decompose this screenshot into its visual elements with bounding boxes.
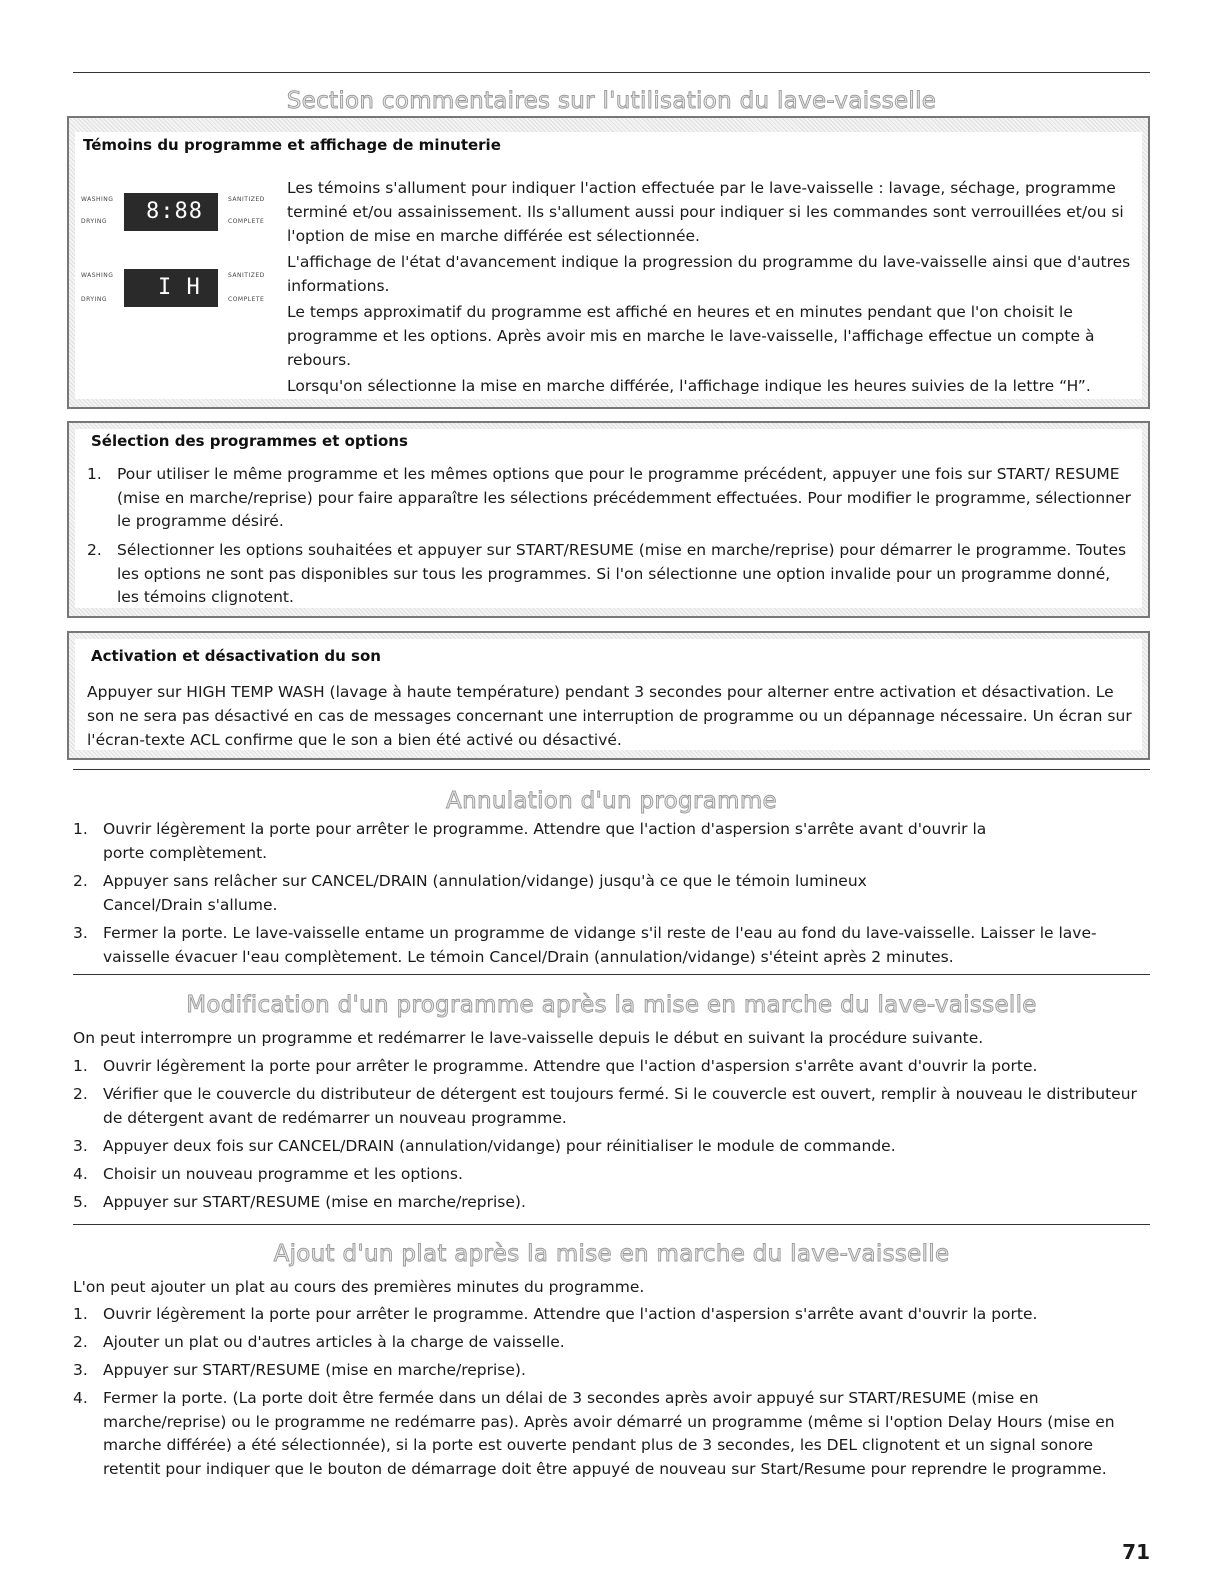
item-number: 5. xyxy=(73,1193,88,1211)
indicators-paragraph-1: Les témoins s'allument pour indiquer l'action effectuée par le lave-vaisselle : lavage, séchage, programme terminé et/ou assainissement. Ils s'allument aussi pour indiquer si les commandes sont verrouillées et/ou si l'option de mise en marche différée est sélectionnée. xyxy=(287,179,1124,245)
drying-label: DRYING xyxy=(81,296,107,303)
timer-display-1 xyxy=(81,188,271,238)
list-item xyxy=(73,870,1133,918)
item-text: Vérifier que le couvercle du distributeur de détergent est toujours fermé. Si le couvercle est ouvert, remplir à nouveau le distributeur de détergent avant de redémarrer un nouveau programme. xyxy=(103,1085,1137,1127)
sanitized-label: SANITIZED xyxy=(228,272,265,279)
list-item xyxy=(73,1083,1143,1131)
section-rule xyxy=(73,1224,1150,1225)
item-number: 2. xyxy=(73,1085,88,1103)
item-number: 3. xyxy=(73,1361,88,1379)
item-text: Appuyer sur START/RESUME (mise en marche/reprise). xyxy=(103,1193,526,1211)
section-title-add-dish: Ajout d'un plat après la mise en marche du lave-vaisselle xyxy=(273,1241,950,1267)
list-item xyxy=(73,1387,1151,1487)
item-text: Sélectionner les options souhaitées et appuyer sur START/RESUME (mise en marche/reprise) pour démarrer le programme. Toutes les options ne sont pas disponibles sur tous les programmes. Si l'on sélectionne une option invalide pour un programme donné, les témoins clignotent. xyxy=(117,541,1127,606)
section-rule xyxy=(73,769,1150,770)
section-title-cancel: Annulation d'un programme xyxy=(446,788,777,814)
timer-display-2 xyxy=(81,264,271,314)
top-rule xyxy=(73,72,1150,73)
item-text: Ouvrir légèrement la porte pour arrêter le programme. Attendre que l'action d'aspersion s'arrête avant d'ouvrir la porte complètement. xyxy=(103,820,987,862)
indicators-heading: Témoins du programme et affichage de minuterie xyxy=(83,136,501,154)
list-item xyxy=(73,1303,1143,1327)
item-number: 2. xyxy=(87,541,102,559)
display-readout: 8:88 xyxy=(146,199,203,224)
item-number: 3. xyxy=(73,1137,88,1155)
washing-label: WASHING xyxy=(81,272,114,279)
complete-label: COMPLETE xyxy=(228,218,265,225)
display-readout: I H xyxy=(158,275,201,300)
modify-intro: On peut interrompre un programme et redémarrer le lave-vaisselle depuis le début en suivant la procédure suivante. xyxy=(73,1029,984,1047)
item-number: 1. xyxy=(87,465,102,483)
page-number: 71 xyxy=(1122,1540,1150,1564)
item-text: Ouvrir légèrement la porte pour arrêter le programme. Attendre que l'action d'aspersion s'arrête avant d'ouvrir la porte. xyxy=(103,1305,1038,1323)
item-number: 4. xyxy=(73,1165,88,1183)
indicators-paragraph-2: L'affichage de l'état d'avancement indique la progression du programme du lave-vaisselle ainsi que d'autres informations. xyxy=(287,253,1131,295)
display-screen xyxy=(124,269,218,307)
item-text: Fermer la porte. Le lave-vaisselle entame un programme de vidange s'il reste de l'eau au fond du lave-vaisselle. Laisser le lave-vaisselle évacuer l'eau complètement. Le témoin Cancel/Drain (annulation/vidange) s'éteint après 2 minutes. xyxy=(103,924,1097,966)
section-rule xyxy=(73,974,1150,975)
item-number: 1. xyxy=(73,1305,88,1323)
item-text: Appuyer sur START/RESUME (mise en marche/reprise). xyxy=(103,1361,526,1379)
list-item xyxy=(87,539,1132,611)
display-screen xyxy=(124,193,218,231)
list-item xyxy=(73,1163,1143,1187)
sound-heading: Activation et désactivation du son xyxy=(91,647,381,665)
washing-label: WASHING xyxy=(81,196,114,203)
complete-label: COMPLETE xyxy=(228,296,265,303)
selection-heading: Sélection des programmes et options xyxy=(91,432,408,450)
list-item xyxy=(73,1359,1143,1383)
item-text: Pour utiliser le même programme et les mêmes options que pour le programme précédent, appuyer une fois sur START/ RESUME (mise en marche/reprise) pour faire apparaître les sélections précédemment effectuées. Pour modifier le programme, sélectionner le programme désiré. xyxy=(117,465,1131,530)
list-item xyxy=(73,1055,1143,1079)
add-dish-intro: L'on peut ajouter un plat au cours des premières minutes du programme. xyxy=(73,1278,645,1296)
item-number: 4. xyxy=(73,1389,88,1407)
indicators-box xyxy=(67,116,1150,409)
sound-text: Appuyer sur HIGH TEMP WASH (lavage à haute température) pendant 3 secondes pour alterner entre activation et désactivation. Le son ne sera pas désactivé en cas de messages concernant une interruption de programme ou un dépannage nécessaire. Un écran sur l'écran-texte ACL confirme que le son a bien été activé ou désactivé. xyxy=(87,683,1132,749)
list-item xyxy=(73,818,1133,866)
item-number: 1. xyxy=(73,820,88,838)
item-text: Ouvrir légèrement la porte pour arrêter le programme. Attendre que l'action d'aspersion s'arrête avant d'ouvrir la porte. xyxy=(103,1057,1038,1075)
item-text: Appuyer sans relâcher sur CANCEL/DRAIN (annulation/vidange) jusqu'à ce que le témoin lumineux Cancel/Drain s'allume. xyxy=(103,872,867,914)
indicators-paragraph-4: Lorsqu'on sélectionne la mise en marche différée, l'affichage indique les heures suivies de la lettre “H”. xyxy=(287,377,1091,395)
list-item xyxy=(87,463,1132,535)
item-number: 3. xyxy=(73,924,88,942)
list-item xyxy=(73,1331,1143,1355)
list-item xyxy=(73,922,1133,970)
item-number: 2. xyxy=(73,872,88,890)
selection-box xyxy=(67,421,1150,618)
item-number: 2. xyxy=(73,1333,88,1351)
item-text: Fermer la porte. (La porte doit être fermée dans un délai de 3 secondes après avoir appuyé sur START/RESUME (mise en marche/reprise) ou le programme ne redémarre pas). Après avoir démarré un programme (même si l'option Delay Hours (mise en marche différée) a été sélectionnée), si la porte est ouverte pendant plus de 3 secondes, les DEL clignotent et un signal sonore retentit pour indiquer que le bouton de démarrage doit être appuyé de nouveau sur Start/Resume pour reprendre le programme. xyxy=(103,1389,1115,1478)
item-text: Appuyer deux fois sur CANCEL/DRAIN (annulation/vidange) pour réinitialiser le module de commande. xyxy=(103,1137,896,1155)
drying-label: DRYING xyxy=(81,218,107,225)
item-text: Ajouter un plat ou d'autres articles à la charge de vaisselle. xyxy=(103,1333,565,1351)
sound-box xyxy=(67,631,1150,760)
list-item xyxy=(73,1135,1143,1159)
sanitized-label: SANITIZED xyxy=(228,196,265,203)
indicators-paragraph-3: Le temps approximatif du programme est affiché en heures et en minutes pendant que l'on choisit le programme et les options. Après avoir mis en marche le lave-vaisselle, l'affichage effectue un compte à rebours. xyxy=(287,303,1095,369)
list-item xyxy=(73,1191,1143,1215)
item-number: 1. xyxy=(73,1057,88,1075)
section-title-comments: Section commentaires sur l'utilisation du lave-vaisselle xyxy=(286,88,937,114)
item-text: Choisir un nouveau programme et les options. xyxy=(103,1165,463,1183)
section-title-modify: Modification d'un programme après la mise en marche du lave-vaisselle xyxy=(186,992,1037,1018)
